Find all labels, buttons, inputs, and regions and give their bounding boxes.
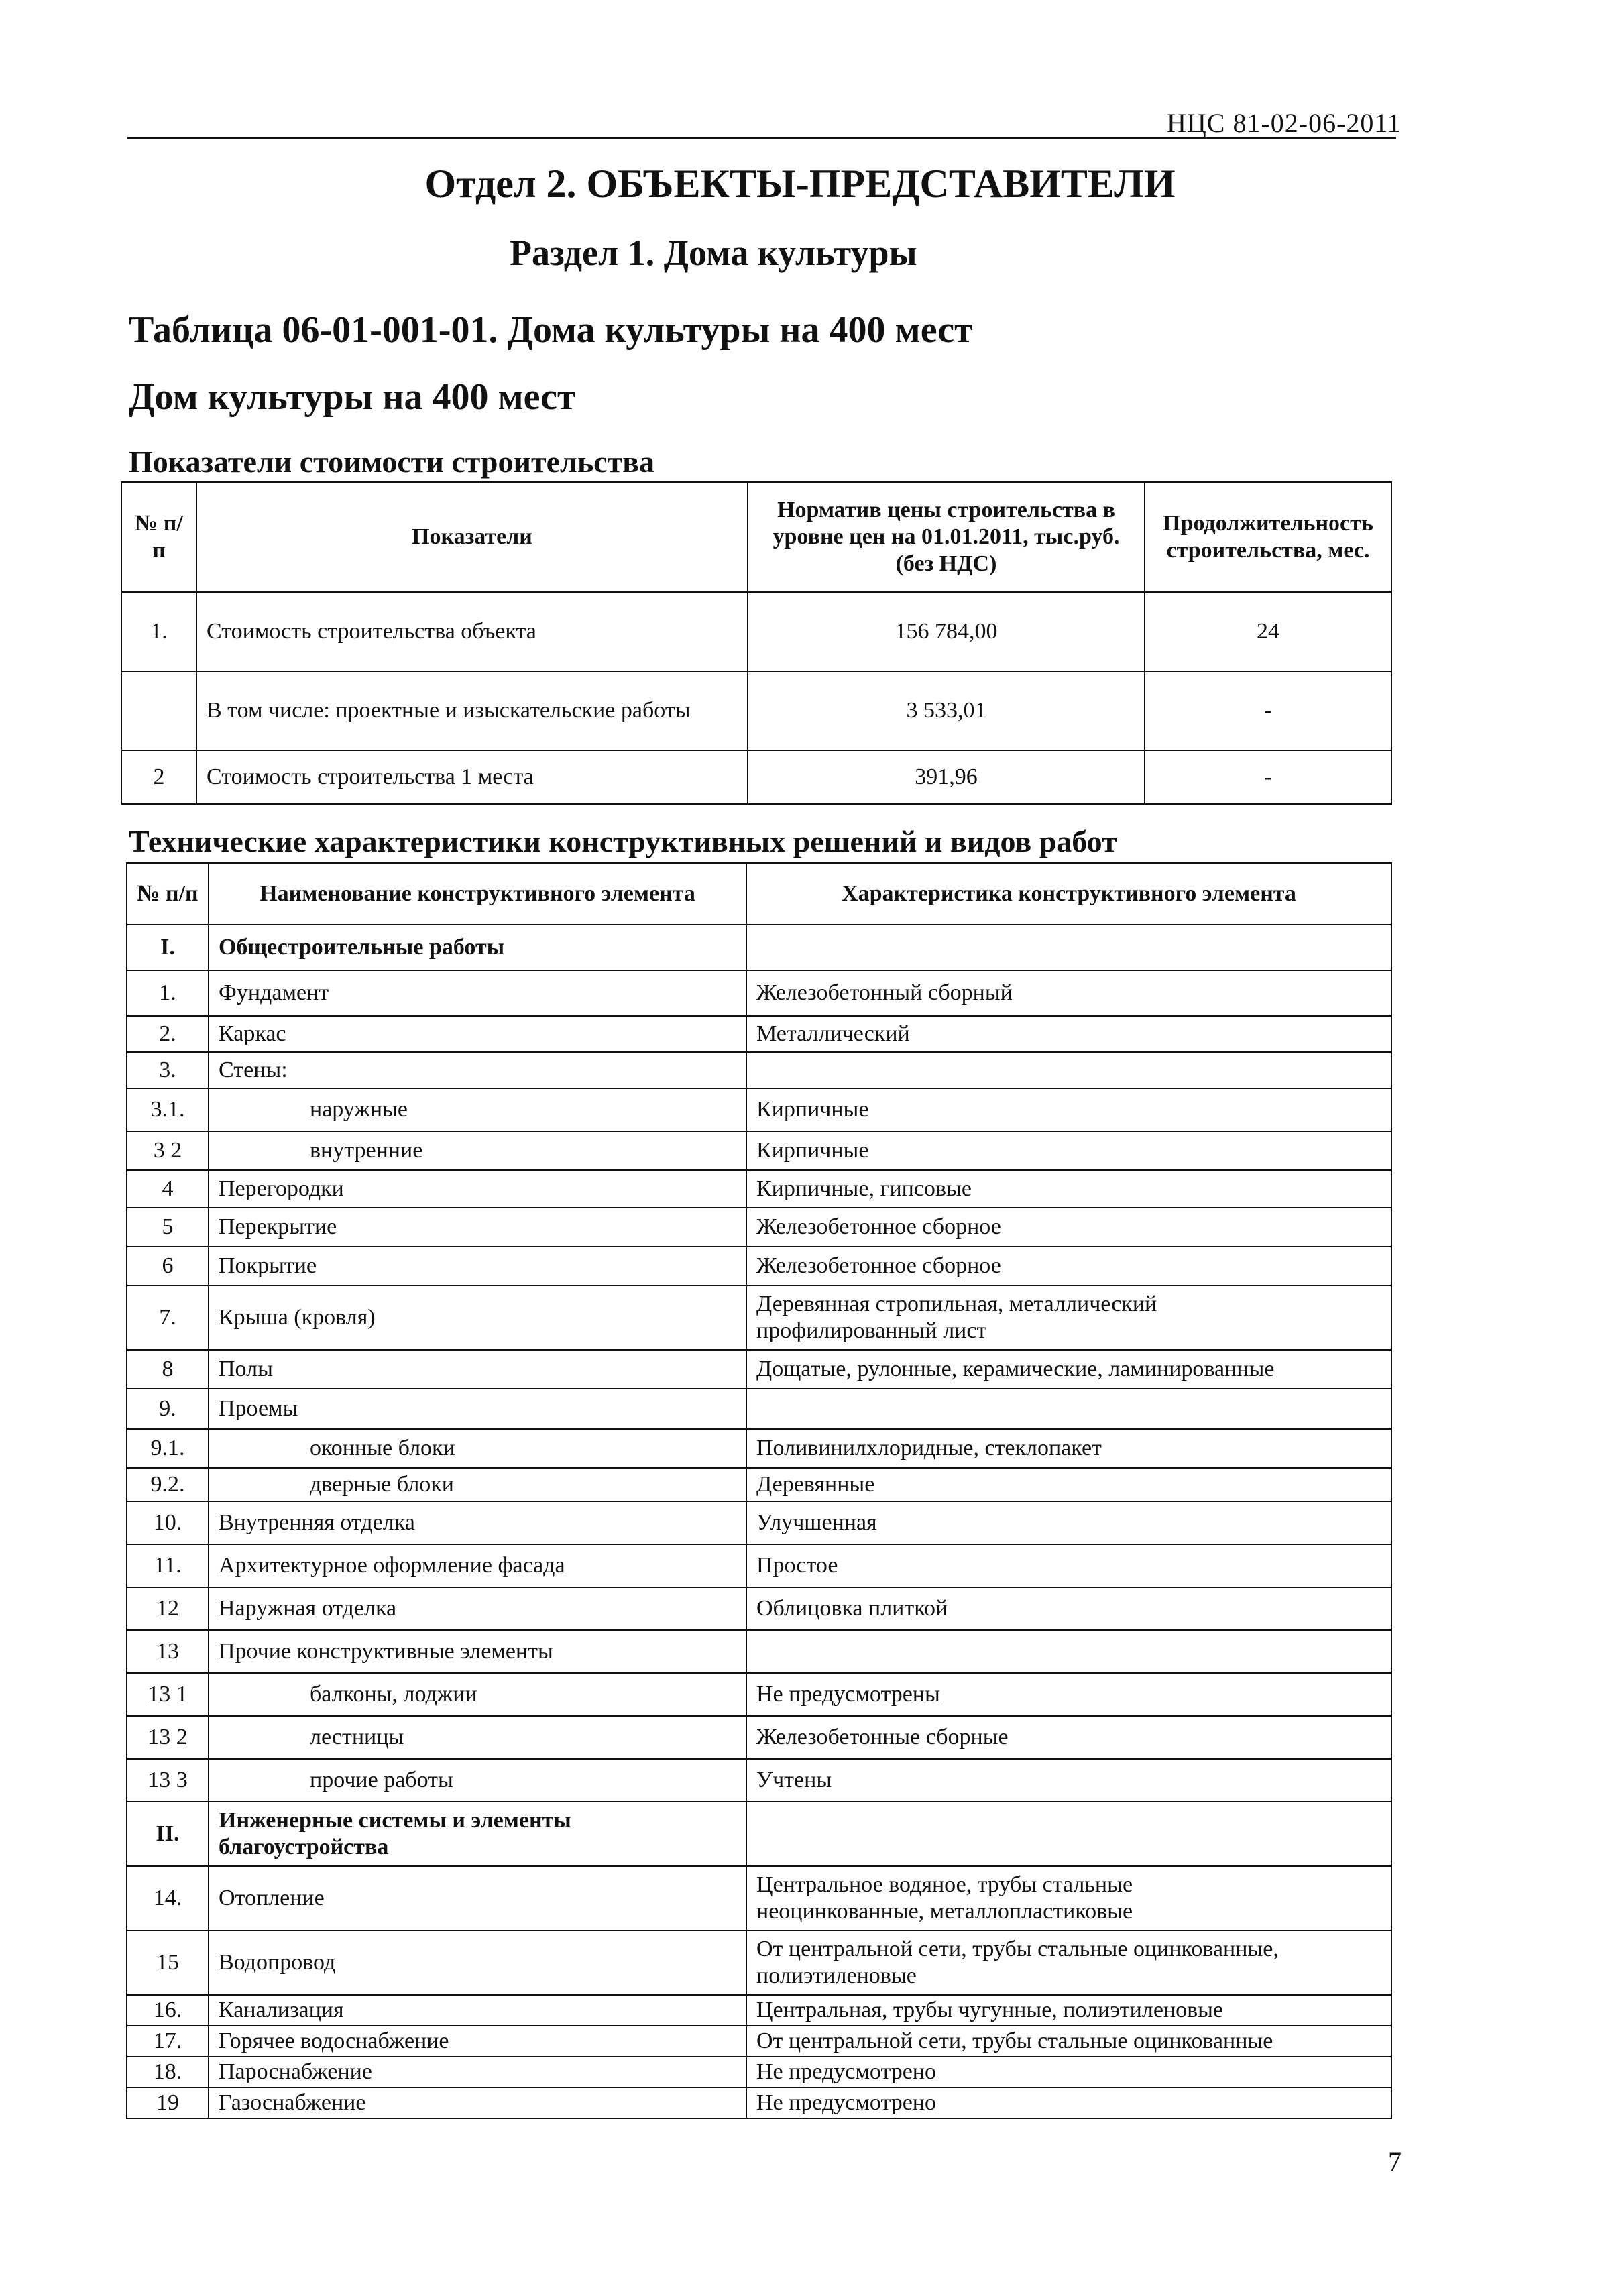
cell-norm: 391,96 <box>748 750 1145 804</box>
column-header-name: Наименование конструктивного элемента <box>209 863 746 925</box>
cell-num: 11. <box>127 1544 209 1587</box>
cell-name: Общестроительные работы <box>209 925 746 970</box>
cell-spec: От центральной сети, трубы стальные оцинкованные, полиэтиленовые <box>746 1931 1391 1995</box>
cell-spec <box>746 1389 1391 1429</box>
table-row <box>127 1630 1391 1673</box>
cell-num: 19 <box>127 2087 209 2118</box>
table-row <box>127 1131 1391 1170</box>
department-title: Отдел 2. ОБЪЕКТЫ-ПРЕДСТАВИТЕЛИ <box>424 162 1176 206</box>
tech-header-row <box>127 863 1391 925</box>
column-header-num: № п/п <box>121 482 196 592</box>
cell-indicator: Стоимость строительства 1 места <box>196 750 748 804</box>
cell-num: II. <box>127 1802 209 1866</box>
cell-norm: 3 533,01 <box>748 671 1145 750</box>
cell-spec: Железобетонное сборное <box>746 1208 1391 1247</box>
cell-name: Внутренняя отделка <box>209 1501 746 1544</box>
cell-spec <box>746 1802 1391 1866</box>
cell-name: Проемы <box>209 1389 746 1429</box>
table-row <box>127 1285 1391 1350</box>
table-row <box>127 1052 1391 1088</box>
cell-num: 14. <box>127 1866 209 1931</box>
cell-num: 12 <box>127 1587 209 1630</box>
cell-name: Водопровод <box>209 1931 746 1995</box>
column-header-norm: Норматив цены строительства в уровне цен на 01.01.2011, тыс.руб. (без НДС) <box>748 482 1145 592</box>
cell-name: Горячее водоснабжение <box>209 2026 746 2057</box>
cell-num: 13 <box>127 1630 209 1673</box>
cost-heading: Показатели стоимости строительства <box>129 445 655 479</box>
cell-norm: 156 784,00 <box>748 592 1145 671</box>
table-row <box>127 1170 1391 1208</box>
cell-num: 10. <box>127 1501 209 1544</box>
cell-num: 6 <box>127 1247 209 1285</box>
cell-spec: Не предусмотрено <box>746 2057 1391 2087</box>
table-row <box>121 750 1391 804</box>
cell-spec: От центральной сети, трубы стальные оцинкованные <box>746 2026 1391 2057</box>
tech-heading: Технические характеристики конструктивных решений и видов работ <box>129 824 1117 858</box>
table-row <box>127 1995 1391 2026</box>
cell-spec <box>746 925 1391 970</box>
table-row <box>127 1429 1391 1468</box>
table-row <box>127 1931 1391 1995</box>
cell-name: Наружная отделка <box>209 1587 746 1630</box>
cell-spec: Железобетонное сборное <box>746 1247 1391 1285</box>
cell-num: 7. <box>127 1285 209 1350</box>
cell-spec: Деревянные <box>746 1468 1391 1501</box>
cell-spec: Кирпичные <box>746 1088 1391 1131</box>
cell-num: 13 2 <box>127 1716 209 1759</box>
cell-name: Прочие конструктивные элементы <box>209 1630 746 1673</box>
cell-num: 13 3 <box>127 1759 209 1802</box>
table-row <box>127 1866 1391 1931</box>
column-header-num: № п/п <box>127 863 209 925</box>
cost-header-row <box>121 482 1391 592</box>
cell-spec: Улучшенная <box>746 1501 1391 1544</box>
cell-num: 9.2. <box>127 1468 209 1501</box>
cell-num: 17. <box>127 2026 209 2057</box>
table-row <box>121 671 1391 750</box>
cell-num: 9. <box>127 1389 209 1429</box>
cell-name: Стены: <box>209 1052 746 1088</box>
cell-name: балконы, лоджии <box>209 1673 746 1716</box>
cell-num: 8 <box>127 1350 209 1389</box>
cell-name: Крыша (кровля) <box>209 1285 746 1350</box>
table-row <box>127 1247 1391 1285</box>
cell-spec: Не предусмотрено <box>746 2087 1391 2118</box>
cell-spec <box>746 1630 1391 1673</box>
cell-num: 18. <box>127 2057 209 2087</box>
cell-spec: Учтены <box>746 1759 1391 1802</box>
cell-spec: Центральная, трубы чугунные, полиэтиленовые <box>746 1995 1391 2026</box>
table-row <box>127 1544 1391 1587</box>
cell-name: Фундамент <box>209 970 746 1016</box>
cell-num: 2 <box>121 750 196 804</box>
cell-name: дверные блоки <box>209 1468 746 1501</box>
column-header-spec: Характеристика конструктивного элемента <box>746 863 1391 925</box>
table-row <box>127 925 1391 970</box>
page-number: 7 <box>1388 2146 1402 2177</box>
cell-num: 16. <box>127 1995 209 2026</box>
cell-name: оконные блоки <box>209 1429 746 1468</box>
cell-name: внутренние <box>209 1131 746 1170</box>
cell-num: 15 <box>127 1931 209 1995</box>
cell-name: Покрытие <box>209 1247 746 1285</box>
table-row <box>127 2026 1391 2057</box>
table-row <box>127 1587 1391 1630</box>
cell-indicator: В том числе: проектные и изыскательские работы <box>196 671 748 750</box>
table-title: Таблица 06-01-001-01. Дома культуры на 400 мест <box>129 309 973 351</box>
cell-num: 1. <box>121 592 196 671</box>
header-rule <box>127 137 1396 139</box>
cell-duration: - <box>1145 671 1391 750</box>
table-row <box>127 1673 1391 1716</box>
table-row <box>127 1389 1391 1429</box>
cell-name: Пароснабжение <box>209 2057 746 2087</box>
table-row <box>127 1716 1391 1759</box>
cell-name: наружные <box>209 1088 746 1131</box>
cell-name: Перекрытие <box>209 1208 746 1247</box>
cell-num <box>121 671 196 750</box>
table-row <box>127 2087 1391 2118</box>
cell-name: Каркас <box>209 1016 746 1052</box>
cell-num: 9.1. <box>127 1429 209 1468</box>
cell-name: Перегородки <box>209 1170 746 1208</box>
table-row <box>127 1802 1391 1866</box>
table-row <box>127 1208 1391 1247</box>
table-row <box>127 1501 1391 1544</box>
table-row <box>127 2057 1391 2087</box>
cell-name: Отопление <box>209 1866 746 1931</box>
table-row <box>127 970 1391 1016</box>
cell-num: 13 1 <box>127 1673 209 1716</box>
cell-spec <box>746 1052 1391 1088</box>
document-code: НЦС 81-02-06-2011 <box>1167 108 1402 138</box>
cell-name: Канализация <box>209 1995 746 2026</box>
cell-spec: Железобетонный сборный <box>746 970 1391 1016</box>
table-row <box>127 1016 1391 1052</box>
cell-spec: Не предусмотрены <box>746 1673 1391 1716</box>
column-header-indicator: Показатели <box>196 482 748 592</box>
cell-num: 3.1. <box>127 1088 209 1131</box>
cell-spec: Дощатые, рулонные, керамические, ламинированные <box>746 1350 1391 1389</box>
cell-name: Полы <box>209 1350 746 1389</box>
cell-spec: Поливинилхлоридные, стеклопакет <box>746 1429 1391 1468</box>
table-row <box>127 1759 1391 1802</box>
cell-duration: 24 <box>1145 592 1391 671</box>
cell-num: 3 2 <box>127 1131 209 1170</box>
table-row <box>121 592 1391 671</box>
table-row <box>127 1088 1391 1131</box>
cell-spec: Металлический <box>746 1016 1391 1052</box>
cell-name: Архитектурное оформление фасада <box>209 1544 746 1587</box>
cell-spec: Кирпичные, гипсовые <box>746 1170 1391 1208</box>
cell-num: 3. <box>127 1052 209 1088</box>
cell-spec: Простое <box>746 1544 1391 1587</box>
cell-num: I. <box>127 925 209 970</box>
tech-table <box>126 862 1392 2119</box>
cell-num: 2. <box>127 1016 209 1052</box>
cell-spec: Железобетонные сборные <box>746 1716 1391 1759</box>
table-row <box>127 1468 1391 1501</box>
cell-num: 1. <box>127 970 209 1016</box>
cell-name: прочие работы <box>209 1759 746 1802</box>
cell-duration: - <box>1145 750 1391 804</box>
table-row <box>127 1350 1391 1389</box>
cell-spec: Облицовка плиткой <box>746 1587 1391 1630</box>
cell-spec: Деревянная стропильная, металлический профилированный лист <box>746 1285 1391 1350</box>
cell-name: Инженерные системы и элементы благоустройства <box>209 1802 746 1866</box>
cost-table <box>121 481 1392 805</box>
cell-spec: Центральное водяное, трубы стальные неоцинкованные, металлопластиковые <box>746 1866 1391 1931</box>
cell-name: Газоснабжение <box>209 2087 746 2118</box>
cell-indicator: Стоимость строительства объекта <box>196 592 748 671</box>
section-title: Раздел 1. Дома культуры <box>510 233 917 273</box>
cell-spec: Кирпичные <box>746 1131 1391 1170</box>
cell-name: лестницы <box>209 1716 746 1759</box>
cell-num: 5 <box>127 1208 209 1247</box>
object-title: Дом культуры на 400 мест <box>129 376 576 418</box>
cell-num: 4 <box>127 1170 209 1208</box>
column-header-duration: Продолжительность строительства, мес. <box>1145 482 1391 592</box>
